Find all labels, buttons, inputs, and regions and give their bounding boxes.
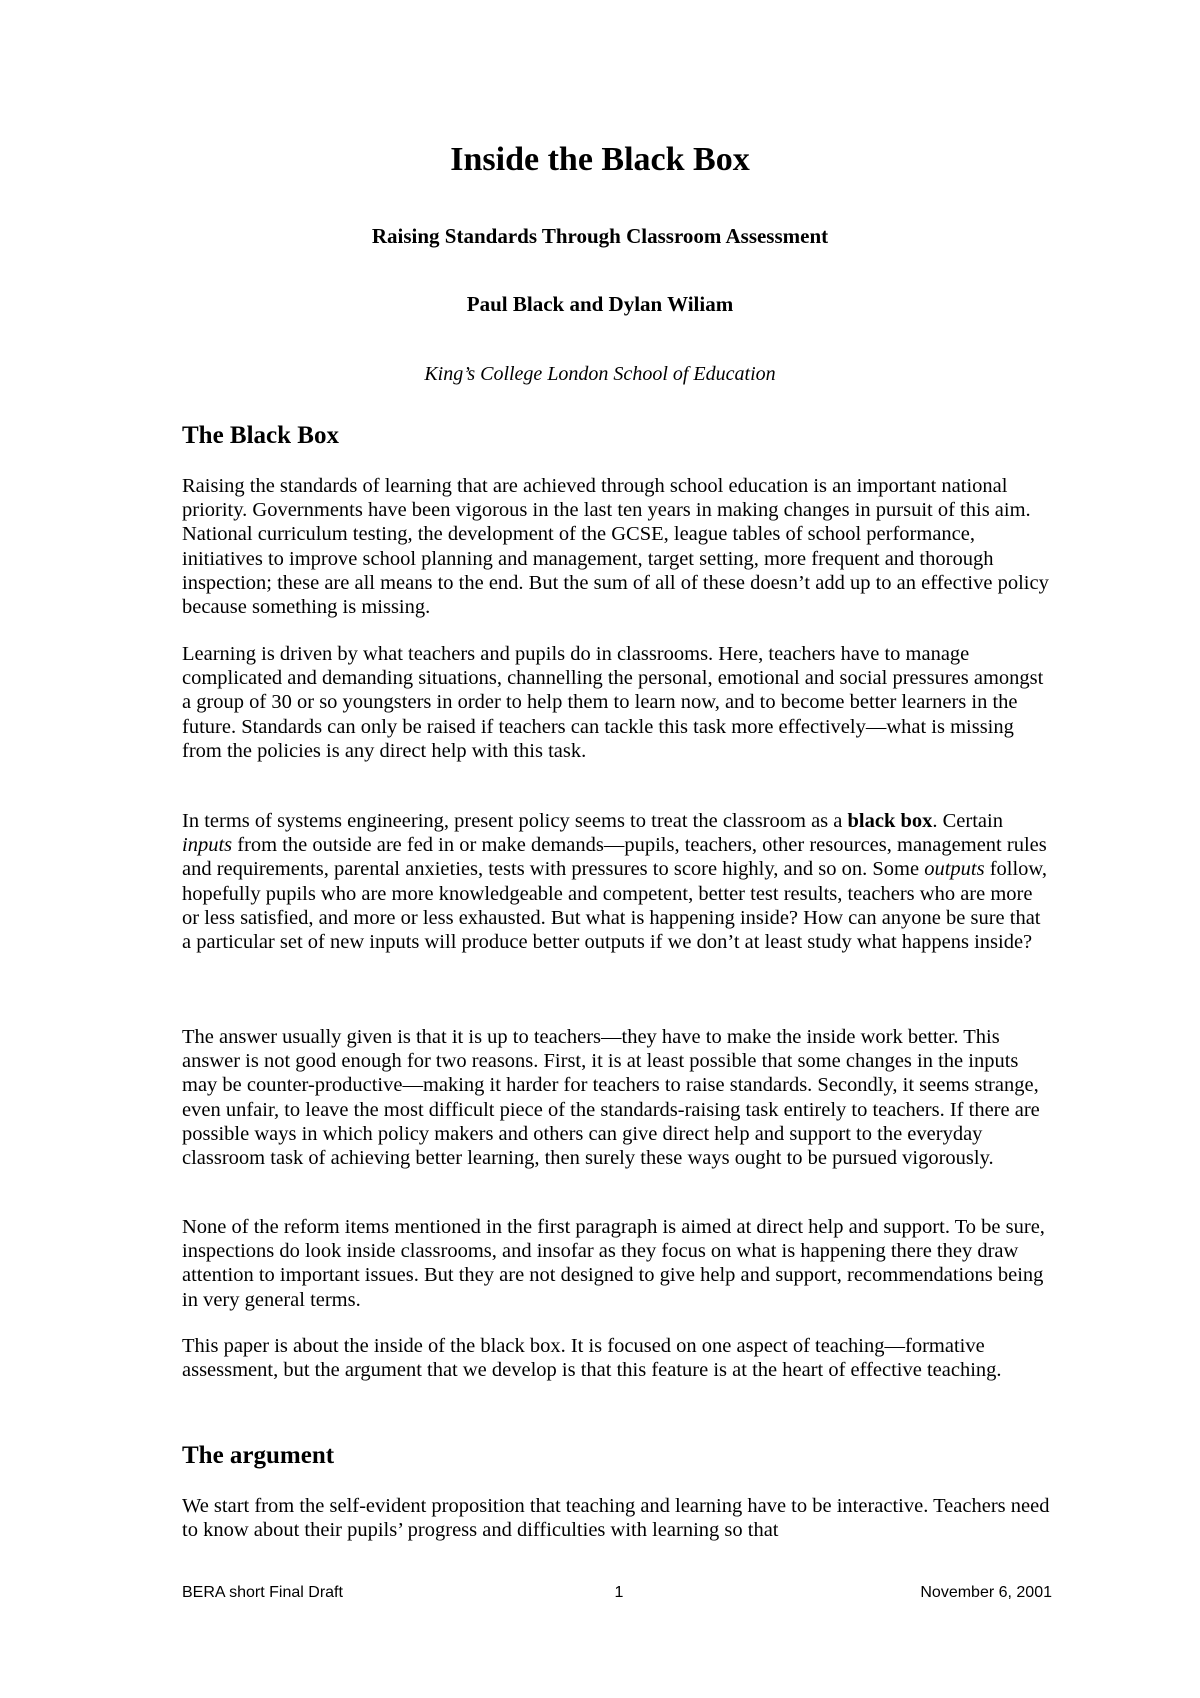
section-heading-argument: The argument	[182, 1442, 335, 1469]
paragraph: None of the reform items mentioned in the first paragraph is aimed at direct help and support. To be sure, inspections do look inside classrooms, and insofar as they focus on what is happening there they draw attention to important issues. But they are not designed to give help and support, recommendations being in very general terms.	[182, 1216, 1045, 1311]
paragraph: We start from the self-evident proposition that teaching and learning have to be interactive. Teachers need to know about their pupils’ progress and difficulties with learning so that	[182, 1495, 1050, 1542]
paragraph: The answer usually given is that it is up to teachers—they have to make the inside work better. This answer is not good enough for two reasons. First, it is at least possible that some changes in the inputs may be counter-productive—making it harder for teachers to raise standards. Secondly, it seems strange, even unfair, to leave the most difficult piece of the standards-raising task entirely to teachers. If there are possible ways in which policy makers and others can give direct help and support to the everyday classroom task of achieving better learning, then surely these ways ought to be pursued vigorously.	[182, 1026, 1040, 1170]
footer-date: November 6, 2001	[920, 1584, 1052, 1601]
paragraph-text: In terms of systems engineering, present policy seems to treat the classroom as a	[182, 810, 848, 832]
emphasis-black-box: black box	[847, 810, 933, 832]
paragraph: This paper is about the inside of the black box. It is focused on one aspect of teaching—formative assessment, but the argument that we develop is that this feature is at the heart of effective teaching.	[182, 1335, 1002, 1382]
section-heading-black-box: The Black Box	[182, 422, 339, 449]
paragraph: Raising the standards of learning that are achieved through school education is an important national priority. Governments have been vigorous in the last ten years in making changes in pursuit of this aim. National curriculum testing, the development of the GCSE, league tables of school performance, initiatives to improve school planning and management, target setting, more frequent and thorough inspection; these are all means to the end. But the sum of all of these doesn’t add up to an effective policy because something is missing.	[182, 475, 1049, 619]
document-affiliation: King’s College London School of Education	[424, 363, 776, 385]
document-authors: Paul Black and Dylan Wiliam	[466, 292, 734, 316]
document-title: Inside the Black Box	[450, 141, 750, 178]
emphasis-inputs: inputs	[182, 834, 233, 857]
paragraph	[182, 809, 1052, 954]
footer-page-number: 1	[614, 1584, 624, 1601]
emphasis-outputs: outputs	[924, 858, 985, 881]
paragraph-text: from the outside are fed in or make demands—pupils, teachers, other resources, management rules and requirements, parental anxieties, tests with pressures to score highly, and so on. Some	[182, 834, 1047, 881]
paragraph: Learning is driven by what teachers and pupils do in classrooms. Here, teachers have to manage complicated and demanding situations, channelling the personal, emotional and social pressures amongst a group of 30 or so youngsters in order to help them to learn now, and to become better learners in the future. Standards can only be raised if teachers can tackle this task more effectively—what is missing from the policies is any direct help with this task.	[182, 643, 1044, 762]
paragraph-text: . Certain	[932, 810, 1003, 832]
paragraph-text: follow, hopefully pupils who are more knowledgeable and competent, better test results, teachers who are more or less satisfied, and more or less exhausted. But what is happening inside? How can anyone be sure that a particular set of new inputs will produce better outputs if we don’t at least study what happens inside?	[182, 858, 1048, 954]
footer-document-label: BERA short Final Draft	[182, 1584, 343, 1601]
document-subtitle: Raising Standards Through Classroom Assessment	[371, 224, 829, 248]
